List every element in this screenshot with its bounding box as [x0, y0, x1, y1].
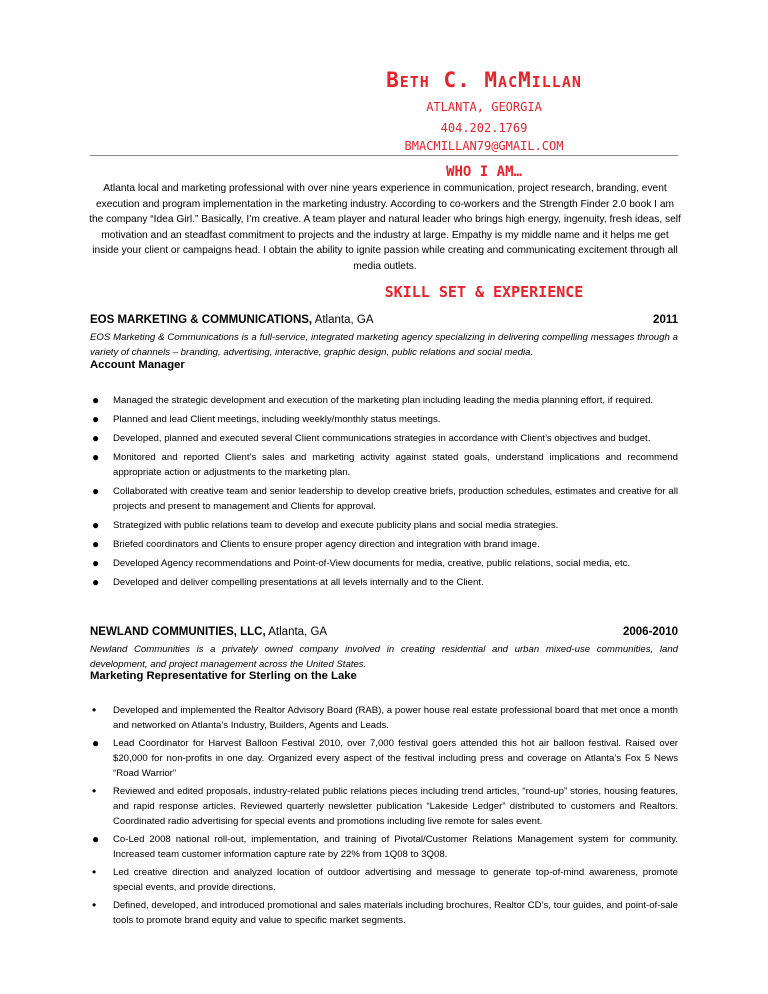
job-years: 2006-2010 — [623, 626, 678, 638]
bullet-icon: ● — [92, 518, 100, 532]
contact-phone: 404.202.1769 — [440, 121, 528, 135]
list-item: • Developed and implemented the Realtor Advisory Board (RAB), a power house real estate professional board that met once a month and networked on Atlanta’s Industry, Builders, Agents and Leads. — [92, 703, 678, 731]
job-description: EOS Marketing & Communications is a full-service, integrated marketing agency specializing in delivering compelling messages through a variety of channels – branding, advertising, interactive, graphic design, public relations and social media. — [90, 332, 678, 358]
about-heading: WHO I AM… — [446, 164, 522, 180]
job-title: Account Manager — [90, 359, 185, 371]
job-bullets-eos — [90, 393, 678, 594]
bullet-icon: ● — [92, 736, 100, 750]
list-item: ● Developed Agency recommendations and Point-of-View documents for media, creative, public relations, social media, etc. — [92, 556, 631, 570]
about-paragraph: Atlanta local and marketing professional with over nine years experience in communication, project research, branding, event execution and program implementation in the marketing industry. According to co-workers and the Strength Finder 2.0 book I am the company “Idea Girl.” Basically, I’m creative. A team player and natural leader who brings high energy, ingenuity, fresh ideas, self motivation and an steadfast commitment to projects and the industry at large. Empathy is my middle name and it helps me get inside your client or campaigns head. I obtain the ability to ignite passion while creating and communicating excitement through all media outlets. — [89, 183, 681, 272]
bullet-icon: • — [92, 784, 97, 798]
list-item: • Defined, developed, and introduced promotional and sales materials including brochures, Realtor CD’s, tour guides, and point-of-sale tools to promote brand equity and value to specific market segments. — [92, 898, 678, 926]
contact-email: BMACMILLAN79@GMAIL.COM — [404, 139, 564, 153]
job-company: EOS MARKETING & COMMUNICATIONS, — [90, 314, 313, 326]
job-header-newland — [90, 626, 678, 638]
list-item: ● Strategized with public relations team to develop and execute publicity plans and social media strategies. — [92, 518, 559, 532]
list-item: ● Developed, planned and executed several Client communications strategies in accordance with Client’s objectives and budget. — [92, 431, 651, 445]
bullet-icon: ● — [92, 537, 100, 551]
list-item: • Led creative direction and analyzed location of outdoor advertising and message to generate top-of-mind awareness, promote special events, and provide directions. — [92, 865, 678, 893]
job-header-eos — [90, 314, 678, 326]
list-item: ● Developed and deliver compelling presentations at all levels internally and to the Client. — [92, 575, 484, 589]
list-item: ● Co-Led 2008 national roll-out, implementation, and training of Pivotal/Customer Relations Management system for community. Increased team customer information capture rate by 22% from 1Q08 to 3Q08. — [92, 832, 678, 860]
list-item: ● Planned and lead Client meetings, including weekly/monthly status meetings. — [92, 412, 441, 426]
bullet-icon: ● — [92, 412, 100, 426]
job-description: Newland Communities is a privately owned company involved in creating residential and urban mixed-use communities, land development, and project management across the United States. — [90, 644, 678, 670]
job-title: Marketing Representative for Sterling on the Lake — [90, 670, 357, 682]
skills-heading: SKILL SET & EXPERIENCE — [384, 283, 584, 301]
contact-city: ATLANTA, GEORGIA — [426, 100, 542, 114]
bullet-icon: ● — [92, 575, 100, 589]
candidate-name: Beth C. MacMillan — [386, 68, 582, 92]
job-bullets-newland — [90, 703, 678, 931]
job-location: Atlanta, GA — [314, 314, 374, 326]
bullet-icon: ● — [92, 393, 100, 407]
list-item: • Reviewed and edited proposals, industry-related public relations pieces including trend articles, “round-up” stories, housing features, and rapid response articles. Reviewed quarterly newsletter publication “Lakeside Ledger” distributed to customers and Realtors. Coordinated radio advertising for special events and promotions including live remote for sales event. — [92, 784, 678, 827]
bullet-icon: ● — [92, 832, 100, 846]
list-item: ● Lead Coordinator for Harvest Balloon Festival 2010, over 7,000 festival goers attended this hot air balloon festival. Raised over $20,000 for non-profits in one day. Organized every aspect of the festival including press and coverage on Atlanta’s Fox 5 News “Road Warrior” — [92, 736, 678, 779]
bullet-icon: ● — [92, 556, 100, 570]
job-company: NEWLAND COMMUNITIES, LLC, — [90, 626, 266, 638]
job-years: 2011 — [653, 314, 678, 326]
bullet-icon: • — [92, 703, 97, 717]
list-item: ● Briefed coordinators and Clients to ensure proper agency direction and integration with brand image. — [92, 537, 540, 551]
list-item: ● Monitored and reported Client’s sales and marketing activity against stated goals, understand implications and recommend appropriate action or adjustments to the marketing plan. — [92, 450, 678, 478]
job-location: Atlanta, GA — [268, 626, 328, 638]
bullet-icon: ● — [92, 450, 100, 464]
bullet-icon: • — [92, 865, 97, 879]
header-divider — [90, 155, 678, 156]
bullet-icon: • — [92, 898, 97, 912]
bullet-icon: ● — [92, 431, 100, 445]
list-item: ● Collaborated with creative team and senior leadership to develop creative briefs, production schedules, estimates and creative for all projects and present to management and Clients for approval. — [92, 484, 678, 512]
list-item: ● Managed the strategic development and execution of the marketing plan including leading the media planning effort, if required. — [92, 393, 654, 407]
bullet-icon: ● — [92, 484, 100, 498]
